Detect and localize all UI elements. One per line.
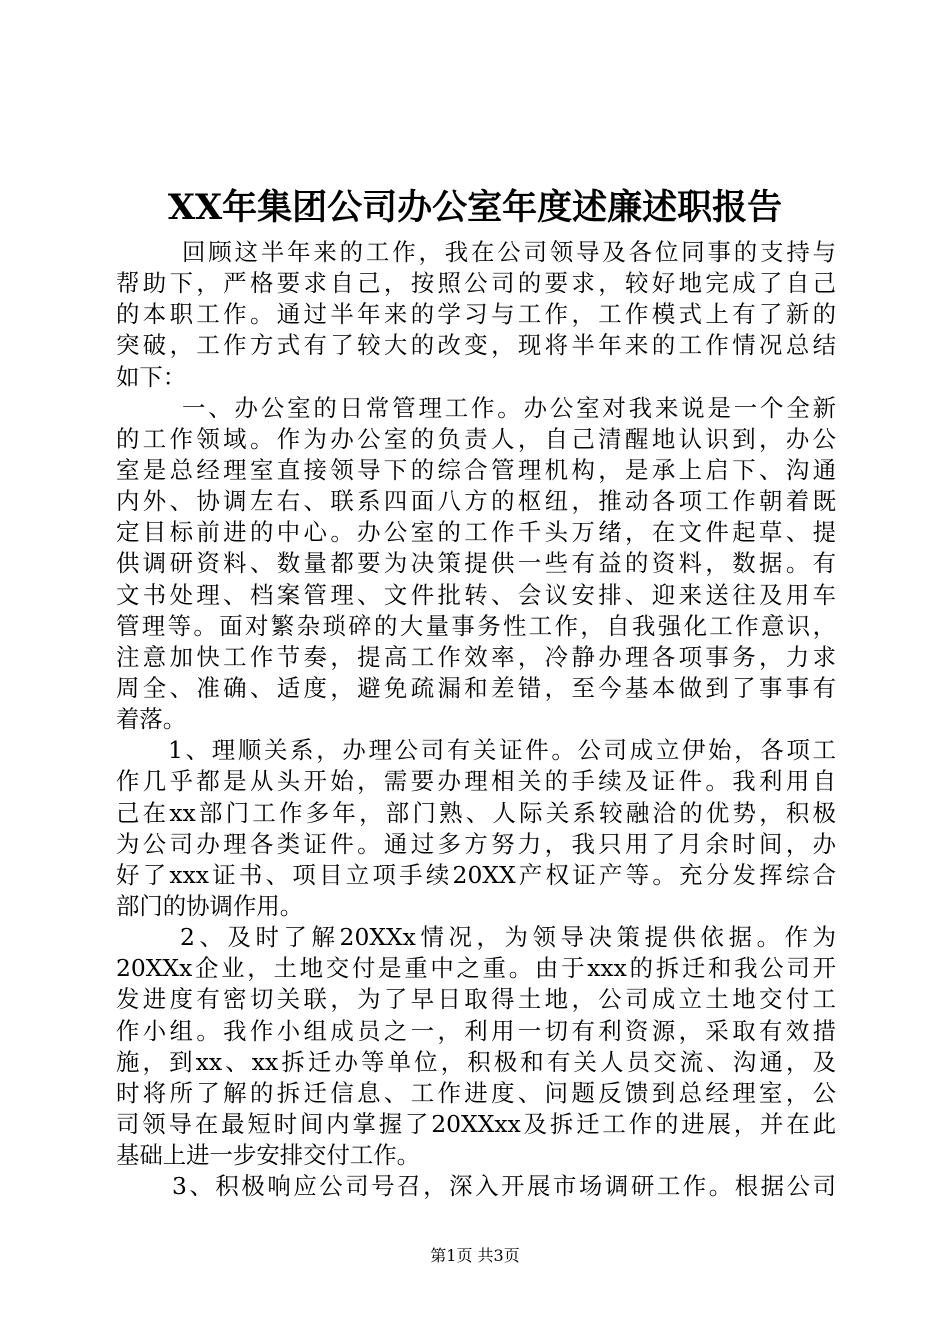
paragraph-line: 施，到xx、xx拆迁办等单位，积极和有关人员交流、沟通，及 bbox=[116, 1047, 836, 1076]
paragraph-line: 为公司办理各类证件。通过多方努力，我只用了月余时间，办 bbox=[116, 829, 836, 858]
paragraph-line: 2、及时了解20XXx情况，为领导决策提供依据。作为 bbox=[180, 923, 836, 952]
paragraph-line: 回顾这半年来的工作，我在公司领导及各位同事的支持与 bbox=[182, 238, 836, 266]
paragraph-line: 时将所了解的拆迁信息、工作进度、问题反馈到总经理室，公 bbox=[116, 1078, 836, 1107]
paragraph-line: 3、积极响应公司号召，深入开展市场调研工作。根据公司 bbox=[172, 1172, 836, 1201]
paragraph-line: 的工作领域。作为办公室的负责人，自己清醒地认识到，办公 bbox=[116, 424, 836, 453]
paragraph-line: 司领导在最短时间内掌握了20XXxx及拆迁工作的进展，并在此 bbox=[116, 1109, 836, 1138]
paragraph-line: 好了xxx证书、项目立项手续20XX产权证产等。充分发挥综合 bbox=[116, 860, 836, 889]
paragraph-line: 着落。 bbox=[116, 705, 187, 734]
paragraph-line: 20XXx企业，土地交付是重中之重。由于xxx的拆迁和我公司开 bbox=[116, 954, 836, 983]
paragraph-line: 的本职工作。通过半年来的学习与工作，工作模式上有了新的 bbox=[116, 300, 836, 329]
paragraph-line: 作几乎都是从头开始，需要办理相关的手续及证件。我利用自 bbox=[116, 767, 836, 796]
document-body bbox=[116, 237, 836, 1202]
paragraph-line: 己在xx部门工作多年，部门熟、人际关系较融洽的优势，积极 bbox=[116, 798, 836, 827]
paragraph-line: 作小组。我作小组成员之一，利用一切有利资源，采取有效措 bbox=[116, 1016, 836, 1045]
page-number-footer: 第1页 共3页 bbox=[430, 1246, 520, 1265]
paragraph-line: 部门的协调作用。 bbox=[116, 891, 304, 920]
document-title: XX年集团公司办公室年度述廉述职报告 bbox=[167, 187, 783, 228]
paragraph-line: 周全、准确、适度，避免疏漏和差错，至今基本做到了事事有 bbox=[116, 673, 836, 702]
paragraph-line: 发进度有密切关联，为了早日取得土地，公司成立土地交付工 bbox=[116, 985, 836, 1014]
paragraph-line: 如下： bbox=[116, 362, 187, 391]
paragraph-line: 供调研资料、数量都要为决策提供一些有益的资料，数据。有 bbox=[116, 549, 836, 578]
paragraph-line: 管理等。面对繁杂琐碎的大量事务性工作，自我强化工作意识， bbox=[116, 611, 836, 640]
paragraph-line: 文书处理、档案管理、文件批转、会议安排、迎来送往及用车 bbox=[116, 580, 836, 609]
paragraph-line: 帮助下，严格要求自己，按照公司的要求，较好地完成了自己 bbox=[116, 269, 836, 298]
paragraph-line: 一、办公室的日常管理工作。办公室对我来说是一个全新 bbox=[182, 393, 836, 422]
paragraph-line: 突破，工作方式有了较大的改变，现将半年来的工作情况总结 bbox=[116, 331, 836, 360]
paragraph-line: 1、理顺关系，办理公司有关证件。公司成立伊始，各项工 bbox=[168, 736, 836, 765]
paragraph-line: 注意加快工作节奏，提高工作效率，冷静办理各项事务，力求 bbox=[116, 642, 836, 671]
paragraph-line: 内外、协调左右、联系四面八方的枢纽，推动各项工作朝着既 bbox=[116, 487, 836, 516]
paragraph-line: 基础上进一步安排交付工作。 bbox=[116, 1141, 421, 1170]
paragraph-line: 室是总经理室直接领导下的综合管理机构，是承上启下、沟通 bbox=[116, 455, 836, 484]
paragraph-line: 定目标前进的中心。办公室的工作千头万绪，在文件起草、提 bbox=[116, 518, 836, 547]
